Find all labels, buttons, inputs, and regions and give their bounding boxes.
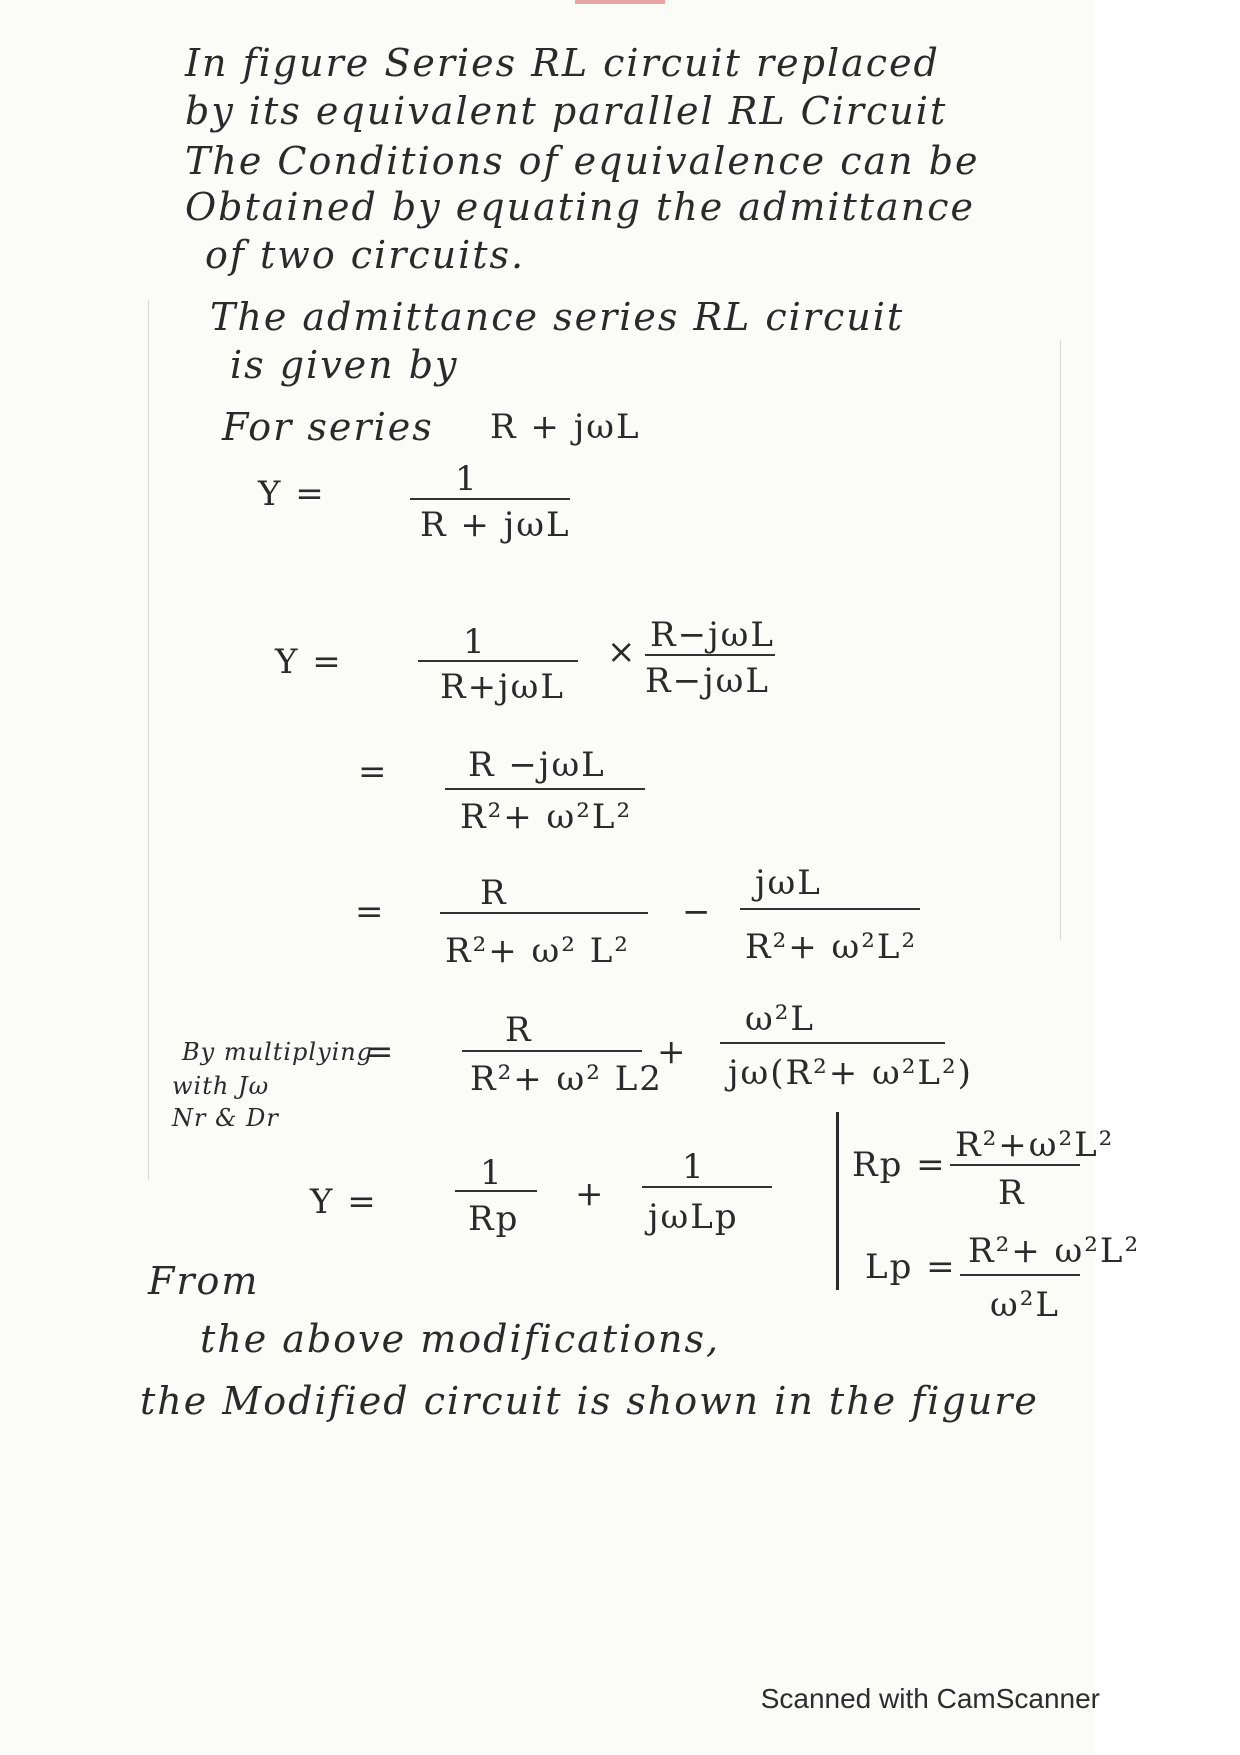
conclusion-line-2: the Modified circuit is shown in the figure xyxy=(140,1379,1039,1423)
intro-line-4: Obtained by equating the admittance xyxy=(185,185,975,229)
eq6-fraction-bar-1 xyxy=(455,1190,537,1192)
intro-line-2: by its equivalent parallel RL Circuit xyxy=(185,89,948,133)
lp-lhs: Lp = xyxy=(865,1247,957,1287)
eq6-lhs: Y = xyxy=(310,1182,378,1222)
scan-artifact-line xyxy=(148,300,149,1180)
eq5-plus-sign: + xyxy=(657,1032,688,1072)
eq2-numerator-1: 1 xyxy=(463,622,487,662)
eq1-lhs: Y = xyxy=(258,474,326,514)
eq5-numerator-2: ω²L xyxy=(745,999,815,1039)
camscanner-watermark: Scanned with CamScanner xyxy=(760,1683,1100,1714)
side-separator xyxy=(836,1112,839,1290)
multiply-note-1: By multiplying xyxy=(182,1038,374,1066)
multiply-note-2: with Jω xyxy=(172,1072,270,1100)
scan-artifact-line xyxy=(1060,340,1061,940)
intro-line-5: of two circuits. xyxy=(205,233,526,277)
eq4-lhs: = xyxy=(355,892,386,932)
intro-line-3: The Conditions of equivalence can be xyxy=(185,139,980,183)
page-margin xyxy=(1094,0,1240,1755)
lp-fraction-bar xyxy=(960,1274,1080,1276)
eq3-lhs: = xyxy=(358,752,389,792)
rp-numerator: R²+ω²L² xyxy=(955,1125,1115,1165)
conclusion-from: From xyxy=(148,1259,260,1303)
multiply-note-3: Nr & Dr xyxy=(172,1104,279,1132)
eq2-fraction-bar-2 xyxy=(645,654,775,656)
admittance-line-2: is given by xyxy=(230,343,459,387)
series-label: For series xyxy=(222,405,434,449)
eq4-fraction-bar-2 xyxy=(740,908,920,910)
admittance-line-1: The admittance series RL circuit xyxy=(210,295,905,339)
eq2-denominator-2: R−jωL xyxy=(645,661,770,701)
eq4-fraction-bar-1 xyxy=(440,912,648,914)
eq5-lhs: = xyxy=(365,1032,396,1072)
eq4-numerator-2: jωL xyxy=(755,863,822,903)
eq2-times-sign: × xyxy=(607,632,638,672)
eq2-numerator-2: R−jωL xyxy=(650,615,775,655)
eq4-denominator-2: R²+ ω²L² xyxy=(745,927,918,967)
eq4-denominator-1: R²+ ω² L² xyxy=(445,931,630,971)
eq5-fraction-bar-1 xyxy=(462,1050,642,1052)
eq5-denominator-1: R²+ ω² L2 xyxy=(470,1059,663,1099)
conclusion-line-1: the above modifications, xyxy=(200,1317,721,1361)
eq1-fraction-bar xyxy=(410,498,570,500)
eq6-fraction-bar-2 xyxy=(642,1186,772,1188)
eq3-denominator: R²+ ω²L² xyxy=(460,797,633,837)
rp-lhs: Rp = xyxy=(852,1145,947,1185)
series-impedance: R + jωL xyxy=(490,407,641,447)
eq3-numerator: R −jωL xyxy=(468,745,606,785)
eq5-denominator-2: jω(R²+ ω²L²) xyxy=(728,1053,973,1093)
eq6-plus-sign: + xyxy=(575,1174,606,1214)
eq6-numerator-2: 1 xyxy=(682,1147,706,1187)
rp-fraction-bar xyxy=(950,1164,1080,1166)
eq3-fraction-bar xyxy=(445,788,645,790)
scan-edge-mark xyxy=(575,0,665,4)
eq4-numerator-1: R xyxy=(480,873,508,913)
eq2-fraction-bar-1 xyxy=(418,660,578,662)
eq6-denominator-1: Rp xyxy=(468,1199,520,1239)
eq1-numerator: 1 xyxy=(455,459,479,499)
eq2-denominator-1: R+jωL xyxy=(440,667,565,707)
lp-denominator: ω²L xyxy=(990,1285,1060,1325)
eq2-lhs: Y = xyxy=(275,642,343,682)
eq1-denominator: R + jωL xyxy=(420,505,571,545)
lp-numerator: R²+ ω²L² xyxy=(968,1231,1141,1271)
rp-denominator: R xyxy=(998,1173,1026,1213)
eq5-numerator-1: R xyxy=(505,1010,533,1050)
eq6-numerator-1: 1 xyxy=(480,1153,504,1193)
eq5-fraction-bar-2 xyxy=(720,1042,945,1044)
eq4-minus-sign: − xyxy=(682,892,713,932)
intro-line-1: In figure Series RL circuit replaced xyxy=(185,41,940,85)
eq6-denominator-2: jωLp xyxy=(648,1197,739,1237)
